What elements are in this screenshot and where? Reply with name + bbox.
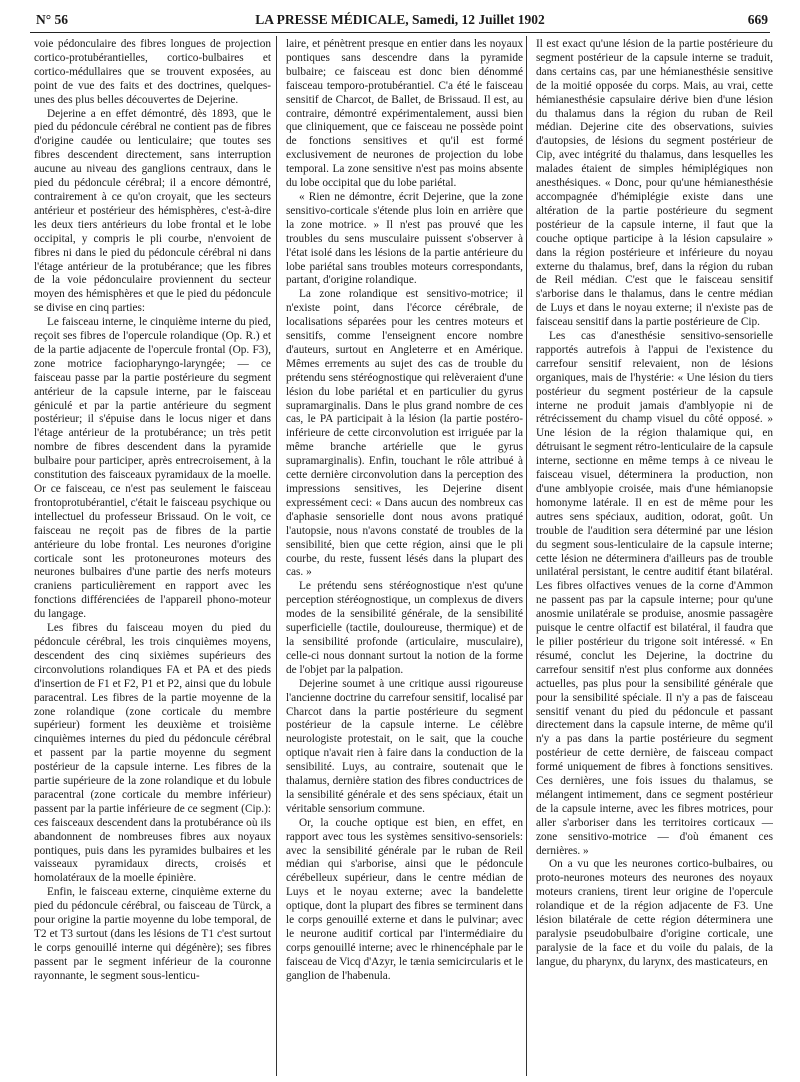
header-rule [30, 32, 770, 33]
paragraph: Il est exact qu'une lésion de la partie postérieure du segment postérieur de la capsule interne se traduit, dans certains cas, par une hémianesthésie sensitive de la moitié opposée du corps. Mais, au vrai, cette hémianesthésie capsulaire dérive bien d'une lésion du thalamus dans la région du ruban de Reil médian. Dejerine cite des observations, suivies d'autopsies, de lésions du segment postérieur de Cip, avec intégrité du thalamus, dans lesquelles les malades étaient de simples hémiplégiques non anesthésiques. « Donc, pour qu'une hémianesthésie accompagnée d'hémiplégie existe dans une altération de la partie postérieure du segment postérieur de la capsule interne, il faut que la couche optique participe à la lésion capsulaire » dans la région postérieure et inférieure du noyau externe du thalamus, bref, dans la région du ruban de Reil médian. C'est que le faisceau sensitif s'arborise dans le thalamus, dans le centre médian de Luys et dans le noyau externe; il n'existe pas de faisceau sensitif dans la partie postérieure de Cip. [536, 38, 773, 329]
page-number: 669 [747, 12, 768, 27]
paragraph: laire, et pénètrent presque en entier dans les noyaux pontiques sans descendre dans la pyramide bulbaire; ce faisceau est donc bien dénommé faisceau temporo-protubérantiel. C'a été le faisceau sensitif de Charcot, de Ballet, de Brissaud. Il est, au contraire, démontré expérimentalement, aussi bien que cliniquement, que ce faisceau ne possède point de fonctions sensitives et qu'il est formé exclusivement de neurones de projection du lobe temporal. La zone sensitive n'est pas moins absente du lobe occipital que du lobe pariétal. [286, 38, 523, 190]
paragraph: On a vu que les neurones cortico-bulbaires, ou proto-neurones moteurs des neurones des noyaux moteurs craniens, tirent leur origine de l'opercule rolandique et de la région adjacente de F3. Une lésion bilatérale de cette région déterminera une paralysie pseudobulbaire d'origine corticale, une paralysie de la face et du voile du palais, de la langue, du pharynx, du larynx, des masticateurs, en [536, 858, 773, 968]
column-divider [526, 36, 527, 1076]
column-divider [276, 36, 277, 1076]
text-column-3 [536, 38, 773, 1078]
paragraph: Les fibres du faisceau moyen du pied du pédoncule cérébral, les trois cinquièmes moyens, descendent des cinq sixièmes supérieurs des circonvolutions rolandiques FA et PA et des pieds d'insertion de F1 et F2, P1 et P2, ainsi que du lobule paracentral. Les fibres de la partie moyenne de la zone rolandique (zone corticale du membre supérieur) forment les deuxième et troisième cinquièmes internes du pied du pédoncule cérébral et passent par la partie moyenne du segment postérieur de la capsule interne. Les fibres de la partie supérieure de la zone rolandique et du lobule paracentral (zone corticale du membre inférieur) passent par la partie inférieure de ce segment (Cip.): ces faisceaux descendent dans la protubérance où ils abandonnent de nombreuses fibres aux noyaux pontiques, puis dans les pyramides bulbaires et les vaisseaux pyramidaux directs, croisés et homolatéraux de la moelle épinière. [34, 622, 271, 885]
paragraph: La zone rolandique est sensitivo-motrice; il n'existe point, dans l'écorce cérébrale, de localisations séparées pour les centres moteurs et sensitifs, comme l'enseignent encore nombre d'auteurs, surtout en Angleterre et en Amérique. Mêmes errements au sujet des cas de trouble du prétendu sens stéréognostique qui relèveraient d'une lésion du lobe pariétal et en particulier du gyrus supramarginalis. Dans le plus grand nombre de ces cas, le PA participait à la lésion (la partie postéro-inférieure de cette circonvolution est irriguée par la même branche artérielle que le gyrus supramarginalis). Enfin, touchant le rôle attribué à cette dernière circonvolution dans la perception des impressions sensitives, les Dejerine disent expressément ceci: « Dans aucun des nombreux cas d'aphasie sensorielle dont nous avons pratiqué l'autopsie, nous n'avons constaté de troubles de la sensibilité, bien que cette région, ainsi que le pli courbe, du reste, fussent lésés dans la plupart des cas. » [286, 288, 523, 579]
paragraph: Enfin, le faisceau externe, cinquième externe du pied du pédoncule cérébral, ou faisceau de Türck, a pour origine la partie moyenne du lobe temporal, de T2 et T3 surtout (dans les lésions de T1 c'est surtout le corps genouillé interne qui dégénère); ses fibres passent par le segment inférieur de la couronne rayonnante, le segment sous-lenticu- [34, 886, 271, 982]
paragraph: Le prétendu sens stéréognostique n'est qu'une perception stéréognostique, un complexus de divers modes de la sensibilité générale, de la sensibilité superficielle (tactile, douloureuse, thermique) et de la sensibilité profonde (articulaire, musculaire), celle-ci nous donnant surtout la notion de la forme de l'objet par la palpation. [286, 580, 523, 676]
paragraph: Or, la couche optique est bien, en effet, en rapport avec tous les systèmes sensitivo-sensoriels: avec la sensibilité générale par le ruban de Reil médian qui s'arborise, ainsi que le pédoncule cérébelleux supérieur, dans le centre médian de Luys et le noyau externe; avec la bandelette optique, dont la plupart des fibres se terminent dans le corps genouillé externe et dans le pulvinar; avec le neurone auditif cortical par l'intermédiaire du corps genouillé interne; avec le rhinencéphale par le faisceau de Vicq d'Azyr, le tænia semicircularis et le ganglion de l'habenula. [286, 816, 523, 982]
paragraph: Les cas d'anesthésie sensitivo-sensorielle rapportés autrefois à l'appui de l'existence du carrefour sensitif relevaient, non de lésions organiques, mais de l'hystérie: « Une lésion du tiers postérieur du segment postérieur de la capsule interne ne produit jamais d'amblyopie ni de rétrécissement du champ visuel du côté opposé. » Une lésion de la région thalamique qui, en détruisant le segment rétro-lenticulaire de la capsule interne, sectionne en même temps à ce niveau le faisceau visuel, déterminera la production, non d'une amblyopie croisée, mais d'une hémianopsie homonyme latérale. Il en est de même pour les autres sens spéciaux, audition, odorat, goût. Un trouble de l'audition sera déterminé par une lésion du segment sous-lenticulaire de la capsule interne; cette lésion ne déterminera d'ailleurs pas de trouble unilatéral persistant, le centre auditif étant bilatéral. Les fibres olfactives venues de la corne d'Ammon ne passent pas par la capsule interne; pour qu'une anosmie unilatérale se produise, anosmie passagère puisque le centre olfactif est bilatéral, il faudra que le pilier postérieur du trigone soit intéressé. « En résumé, conclut les Dejerine, la doctrine du carrefour sensitif n'est plus conforme aux données actuelles, pas plus pour la sensibilité générale que pour la sensibilité spéciale. Il n'y a pas de faisceau sensitif venant du pied du pédoncule et passant directement dans la capsule interne, de même qu'il n'y a pas dans la partie postérieure du segment postérieur de cette dernière, de faisceau compact formé uniquement de fibres à fonctions sensitives. Ces dernières, une fois issues du thalamus, se mélangent intimement, dans ce segment postérieur de la capsule interne, avec les fibres motrices, pour aller s'arboriser dans les territoires corticaux — zone sensitivo-motrice — d'où émanent ces dernières. » [536, 330, 773, 857]
paragraph: Le faisceau interne, le cinquième interne du pied, reçoit ses fibres de l'opercule rolandique (Op. R.) et de la partie adjacente de l'opercule frontal (Op. F3), zone motrice faciopharyngo-laryngée; — ce faisceau passe par la partie postérieure du segment antérieur de la capsule interne, par le faisceau géniculé et par la partie antérieure du segment postérieur; il s'épuise dans le locus niger et dans l'étage antérieur de la protubérance; un très petit nombre de fibres descendent dans la pyramide bulbaire pour participer, après entrecroisement, à la constitution des faisceaux pyramidaux de la moelle. Or ce faisceau, ce n'est pas seulement le faisceau frontoprotubérantiel, c'était le faisceau psychique ou intellectuel du professeur Brissaud. On le voit, ce faisceau ne reçoit pas de fibres de la partie antérieure du lobe frontal. Les neurones d'origine corticale sont les protoneurones moteurs des neurones bulbaires d'une partie des nerfs moteurs craniens particulièrement en rapport avec les fonctions différenciées de l'appareil phono-moteur du langage. [34, 316, 271, 621]
issue-number: N° 56 [36, 12, 69, 27]
publication-title: LA PRESSE MÉDICALE, Samedi, 12 Juillet 1902 [255, 12, 545, 27]
paragraph: Dejerine soumet à une critique aussi rigoureuse l'ancienne doctrine du carrefour sensitif, localisé par Charcot dans la partie postérieure du segment postérieur de la capsule interne. Le célèbre neurologiste protestait, on le sait, que la couche optique n'avait rien à faire dans la conduction de la sensibilité. Luys, au contraire, soutenait que le thalamus, dernière station des fibres conductrices de la sensibilité générale et des sens spéciaux, était un véritable sensorium commune. [286, 677, 523, 815]
text-column-2 [286, 38, 523, 1078]
paragraph: Dejerine a en effet démontré, dès 1893, que le pied du pédoncule cérébral ne contient pas de fibres d'origine caudée ou lenticulaire; que toutes ses fibres descendent directement, sans interruption aucune au niveau des ganglions centraux, dans le pied du pédoncule cérébral; il a encore démontré, contrairement à ce qu'on croyait, que les secteurs antérieur et postérieur des hémisphères, c'est-à-dire les deux tiers antérieurs du lobe frontal et le lobe occipital, y compris le pli courbe, n'envoient de fibres ni dans le pied du pédoncule cérébral ni dans l'étage antérieur de la protubérance; que les fibres de la voie pédonculaire proviennent du secteur moyen des hémisphères et que le pied du pédoncule se divise en cinq parties: [34, 107, 271, 315]
paragraph: « Rien ne démontre, écrit Dejerine, que la zone sensitivo-corticale s'étende plus loin en arrière que la zone motrice. » Il n'est pas prouvé que les troubles du sens musculaire puissent s'observer à l'état isolé dans les lésions de la partie antérieure du lobe pariétal sans troubles moteurs correspondants, partant, d'origine rolandique. [286, 190, 523, 287]
page-header [30, 10, 770, 32]
text-column-1 [34, 38, 271, 1078]
paragraph: voie pédonculaire des fibres longues de projection cortico-protubérantielles, cortico-bulbaires et cortico-médullaires que se trouvent exposées, au point de vue des faits et des doctrines, quelques-unes des plus belles découvertes de Dejerine. [34, 38, 271, 106]
